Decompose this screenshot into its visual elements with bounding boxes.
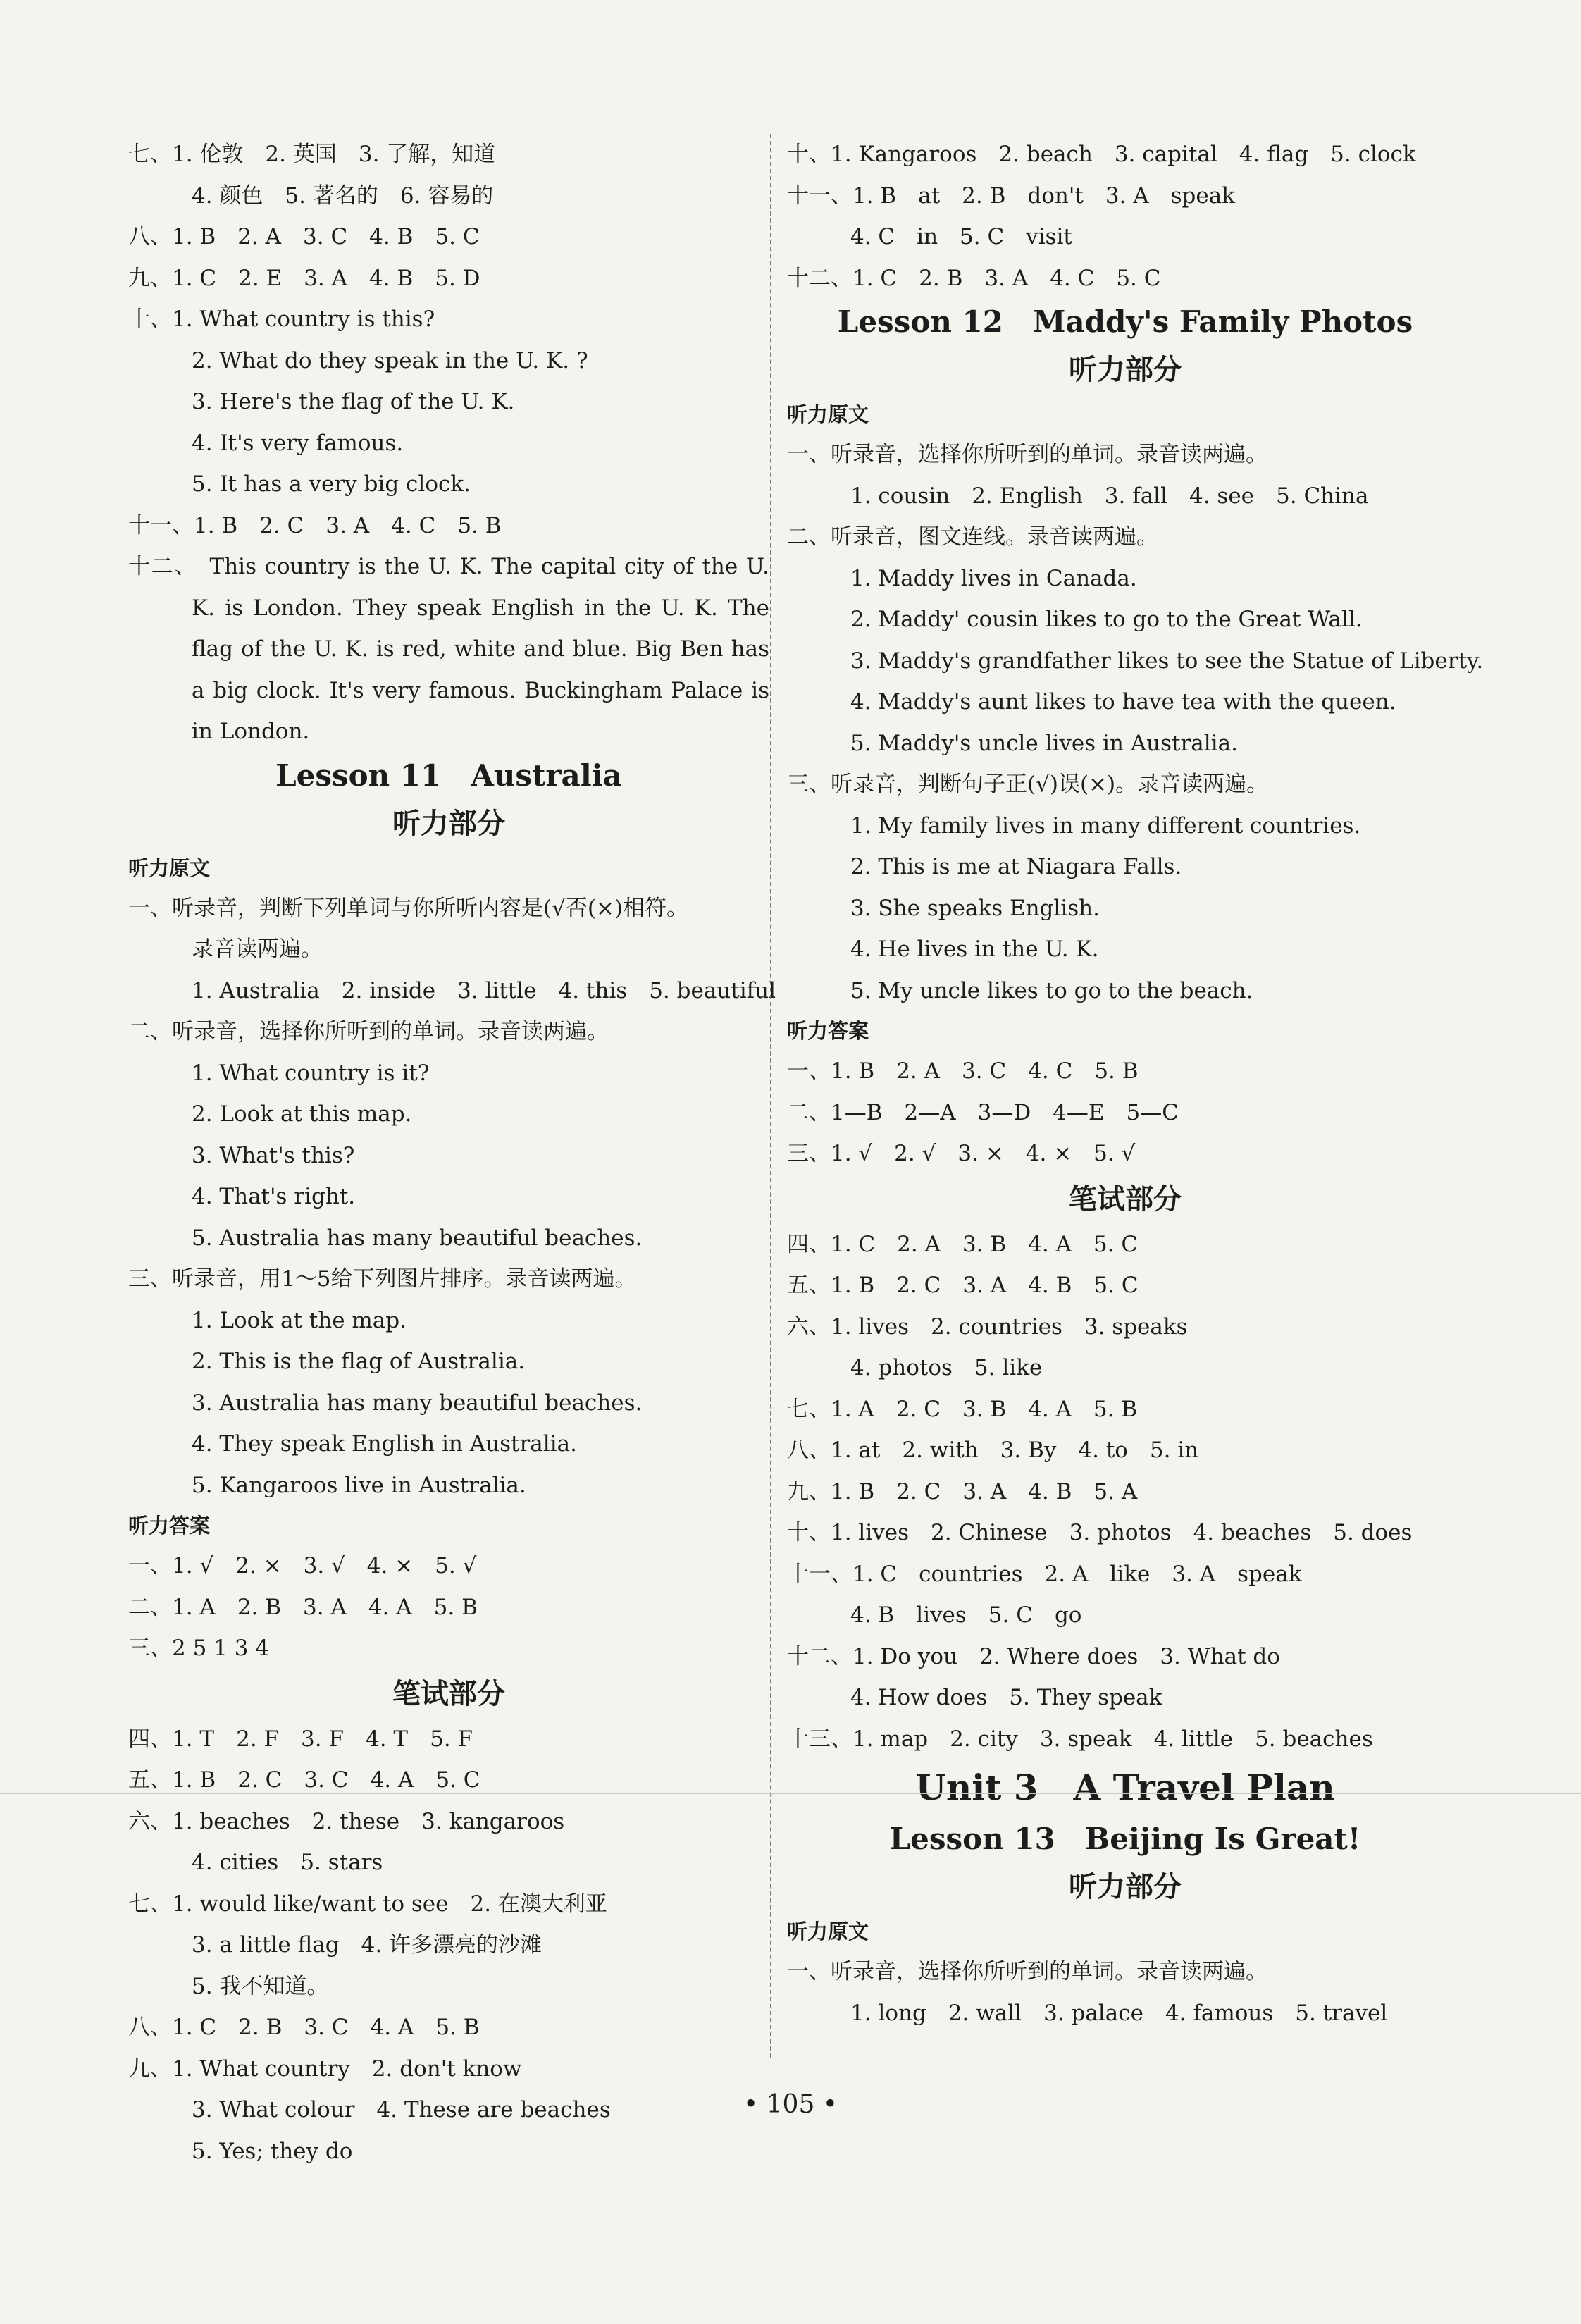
answer-line: 5. 我不知道。	[192, 1973, 329, 1999]
answer-line: 一、1. B 2. A 3. C 4. C 5. B	[787, 1058, 1139, 1084]
answer-line: 十一、1. B 2. C 3. A 4. C 5. B	[128, 512, 502, 538]
answer-line: 5. My uncle likes to go to the beach.	[850, 977, 1253, 1003]
answer-line: 3. Maddy's grandfather likes to see the Statue of Liberty.	[850, 648, 1484, 674]
answer-line: 六、1. lives 2. countries 3. speaks	[787, 1314, 1188, 1340]
answer-line: 2. This is me at Niagara Falls.	[850, 854, 1182, 879]
answer-line: 3. What's this?	[192, 1142, 355, 1168]
answer-line: 2. This is the flag of Australia.	[192, 1349, 526, 1374]
answer-line: 五、1. B 2. C 3. A 4. B 5. C	[787, 1273, 1139, 1298]
answer-line: 九、1. What country 2. don't know	[128, 2056, 522, 2082]
answer-line: 一、听录音，选择你所听到的单词。录音读两遍。	[787, 1959, 1267, 1984]
answer-line: 三、1. √ 2. √ 3. × 4. × 5. √	[787, 1141, 1136, 1166]
answer-line: 5. Maddy's uncle lives in Australia.	[850, 730, 1238, 756]
answer-line: 七、1. 伦敦 2. 英国 3. 了解，知道	[128, 142, 496, 167]
answer-line: 七、1. would like/want to see 2. 在澳大利亚	[128, 1891, 607, 1917]
answer-line: 4. They speak English in Australia.	[192, 1431, 577, 1457]
answer-line: 1. My family lives in many different countries.	[850, 812, 1361, 839]
answer-line: 1. cousin 2. English 3. fall 4. see 5. China	[850, 483, 1369, 509]
unit-heading: Unit 3 A Travel Plan	[915, 1767, 1335, 1808]
answer-line: 3. Australia has many beautiful beaches.	[192, 1390, 643, 1416]
answer-line: 八、1. C 2. B 3. C 4. A 5. B	[128, 2015, 480, 2040]
answer-line: 2. Maddy' cousin likes to go to the Great Wall.	[850, 607, 1363, 632]
section-heading: 听力部分	[1069, 353, 1182, 386]
column-divider	[770, 134, 771, 2058]
answer-line: 三、听录音，用1～5给下列图片排序。录音读两遍。	[128, 1266, 637, 1292]
answer-line: 二、1. A 2. B 3. A 4. A 5. B	[128, 1594, 478, 1620]
answer-line: 十三、1. map 2. city 3. speak 4. little 5. beaches	[787, 1726, 1373, 1752]
answer-line: 六、1. beaches 2. these 3. kangaroos	[128, 1808, 565, 1834]
answer-paragraph: 十二、 This country is the U. K. The capital city of the U. K. is London. They speak English in the U. K. The flag of the U. K. is red, white and blue. Big Ben has a big clock. It's very famous. Buckingham Palace is in London.	[128, 554, 769, 744]
lesson-heading: Lesson 11 Australia	[275, 758, 622, 793]
answer-line: 二、1—B 2—A 3—D 4—E 5—C	[787, 1099, 1179, 1125]
answer-line: 十、1. Kangaroos 2. beach 3. capital 4. flag 5. clock	[787, 142, 1416, 167]
answer-line: 3. a little flag 4. 许多漂亮的沙滩	[192, 1932, 542, 1958]
answer-line: 十二、1. C 2. B 3. A 4. C 5. C	[787, 265, 1161, 291]
answer-line: 十一、1. B at 2. B don't 3. A speak	[787, 183, 1235, 209]
answer-line: 5. Yes; they do	[192, 2138, 353, 2164]
answer-line: 4. He lives in the U. K.	[850, 937, 1099, 962]
section-heading: 听力部分	[392, 806, 505, 840]
answer-line: 4. B lives 5. C go	[850, 1602, 1082, 1628]
answer-line: 九、1. C 2. E 3. A 4. B 5. D	[128, 265, 480, 291]
subsection-label: 听力原文	[787, 402, 869, 426]
answer-line: 二、听录音，图文连线。录音读两遍。	[787, 524, 1158, 550]
right-column	[787, 134, 1484, 2034]
answer-line: 一、听录音，选择你所听到的单词。录音读两遍。	[787, 442, 1267, 467]
subsection-label: 听力原文	[787, 1920, 869, 1943]
answer-line: 一、1. √ 2. × 3. √ 4. × 5. √	[128, 1553, 477, 1578]
answer-line: 1. Australia 2. inside 3. little 4. this 5. beautiful	[192, 977, 776, 1003]
answer-line: 录音读两遍。	[192, 937, 323, 962]
answer-line: 3. What colour 4. These are beaches	[192, 2097, 611, 2122]
answer-line: 九、1. B 2. C 3. A 4. B 5. A	[787, 1478, 1138, 1504]
answer-line: 4. C in 5. C visit	[850, 224, 1072, 249]
answer-line: 3. Here's the flag of the U. K.	[192, 389, 515, 414]
answer-line: 4. Maddy's aunt likes to have tea with the queen.	[850, 689, 1396, 715]
answer-line: 十二、1. Do you 2. Where does 3. What do	[787, 1643, 1280, 1669]
answer-line: 2. Look at this map.	[192, 1101, 412, 1127]
answer-line: 十、1. lives 2. Chinese 3. photos 4. beaches 5. does	[787, 1520, 1413, 1545]
lesson-heading: Lesson 13 Beijing Is Great!	[889, 1822, 1361, 1856]
answer-line: 4. It's very famous.	[192, 430, 404, 456]
subsection-label: 听力答案	[128, 1514, 211, 1538]
section-heading: 笔试部分	[1069, 1182, 1182, 1216]
subsection-label: 听力答案	[787, 1019, 869, 1043]
answer-line: 五、1. B 2. C 3. C 4. A 5. C	[128, 1767, 480, 1793]
answer-line: 1. What country is it?	[192, 1060, 430, 1086]
answer-line: 四、1. C 2. A 3. B 4. A 5. C	[787, 1231, 1139, 1257]
answer-line: 3. She speaks English.	[850, 895, 1100, 921]
answer-line: 二、听录音，选择你所听到的单词。录音读两遍。	[128, 1019, 609, 1044]
answer-line: 三、听录音，判断句子正(√)误(×)。录音读两遍。	[787, 772, 1269, 797]
subsection-label: 听力原文	[128, 855, 211, 880]
answer-line: 1. long 2. wall 3. palace 4. famous 5. travel	[850, 2000, 1388, 2026]
answer-line: 5. Kangaroos live in Australia.	[192, 1472, 526, 1498]
page-number: • 105 •	[743, 2090, 838, 2119]
answer-line: 三、2 5 1 3 4	[128, 1636, 270, 1661]
answer-line: 5. It has a very big clock.	[192, 471, 471, 497]
answer-line: 5. Australia has many beautiful beaches.	[192, 1225, 643, 1251]
answer-line: 4. photos 5. like	[850, 1355, 1043, 1380]
answer-line: 1. Maddy lives in Canada.	[850, 565, 1137, 591]
lesson-heading: Lesson 12 Maddy's Family Photos	[837, 304, 1413, 339]
answer-line: 4. That's right.	[192, 1184, 356, 1209]
answer-line: 2. What do they speak in the U. K. ?	[192, 347, 588, 373]
answer-line: 四、1. T 2. F 3. F 4. T 5. F	[128, 1726, 473, 1752]
section-heading: 笔试部分	[392, 1676, 505, 1710]
answer-line: 七、1. A 2. C 3. B 4. A 5. B	[787, 1396, 1138, 1422]
answer-line: 4. How does 5. They speak	[850, 1685, 1162, 1710]
section-heading: 听力部分	[1069, 1870, 1182, 1903]
answer-line: 4. 颜色 5. 著名的 6. 容易的	[192, 183, 494, 209]
answer-line: 1. Look at the map.	[192, 1307, 407, 1333]
horizontal-rule	[0, 1793, 1581, 1794]
answer-line: 一、听录音，判断下列单词与你所听内容是(√否(×)相符。	[128, 895, 689, 921]
answer-line: 十、1. What country is this?	[128, 307, 435, 332]
answer-line: 十一、1. C countries 2. A like 3. A speak	[787, 1561, 1302, 1587]
answer-line: 八、1. at 2. with 3. By 4. to 5. in	[787, 1438, 1199, 1463]
answer-line: 八、1. B 2. A 3. C 4. B 5. C	[128, 224, 480, 249]
answer-line: 4. cities 5. stars	[192, 1850, 383, 1875]
